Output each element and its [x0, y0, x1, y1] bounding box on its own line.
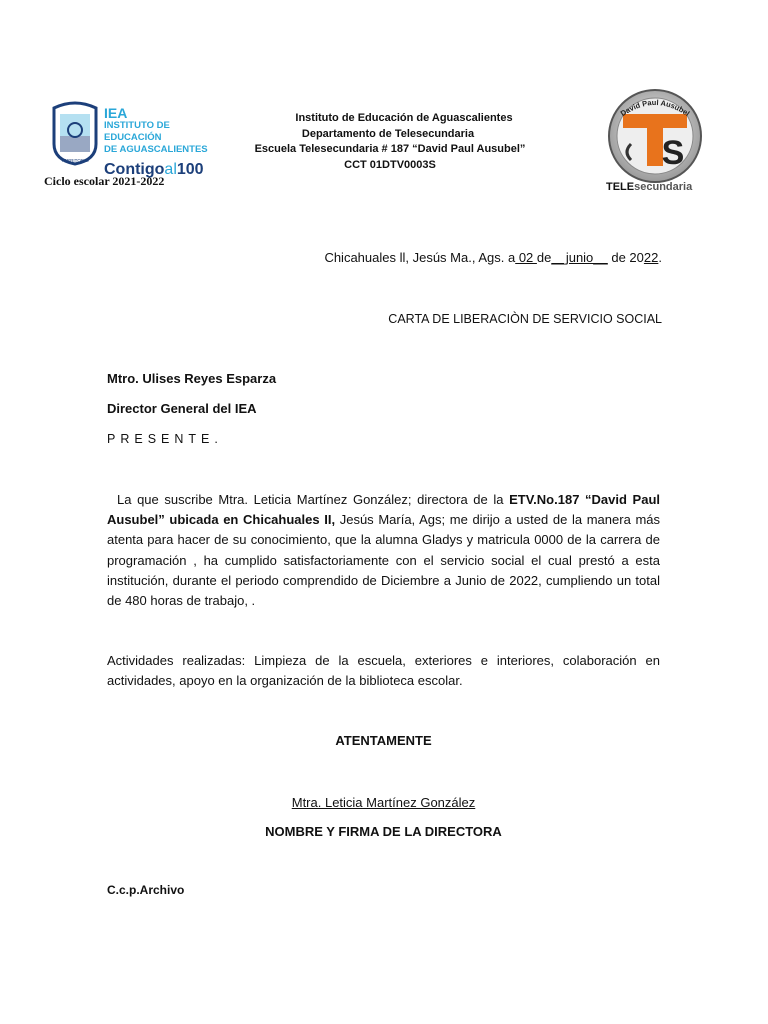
- iea-logo-line-3: DE AGUASCALIENTES: [104, 144, 208, 155]
- letterhead-cct: CCT 01DTV0003S: [344, 158, 436, 171]
- slogan-contigo: Contigo: [104, 161, 165, 178]
- body-p1-school: ETV.No.187 “David Paul Ausubel” ubicada en Chicahuales II,: [107, 492, 660, 528]
- svg-text:S: S: [661, 134, 685, 172]
- date-period: .: [658, 250, 662, 265]
- signer-name: Mtra. Leticia Martínez González: [291, 795, 476, 810]
- closing-atentamente: ATENTAMENTE: [335, 733, 432, 748]
- ts-wordmark-tele: TELE: [606, 181, 635, 193]
- date-year-prefix: de 20: [607, 250, 644, 265]
- body-paragraph-2: Actividades realizadas: Limpieza de la escuela, exteriores e interiores, colaboración en actividades, apoyo en la organización de la biblioteca escolar.: [107, 653, 660, 689]
- iea-logo-text: [104, 106, 220, 179]
- iea-logo-line-2: INSTITUTO DE EDUCACIÓN: [104, 120, 170, 143]
- letterhead-school: Escuela Telesecundaria # 187 “David Paul Ausubel”: [254, 143, 526, 155]
- body-p1-intro: La que suscribe Mtra. Leticia Martínez González; directora de la: [117, 492, 510, 507]
- telesecundaria-logo: [604, 86, 714, 194]
- ts-arc-label: David Paul Ausubel: [618, 97, 692, 119]
- date-year: 22: [643, 250, 659, 265]
- iea-logo-acronym: IEA: [104, 105, 128, 121]
- svg-text:David Paul Ausubel: [619, 98, 692, 118]
- slogan-cien: 100: [176, 161, 204, 178]
- letterhead-department: Departamento de Telesecundaria: [301, 127, 475, 140]
- school-year: Ciclo escolar 2021-2022: [44, 174, 165, 188]
- date-day: 02: [515, 250, 537, 265]
- body-paragraph-1: [107, 490, 660, 611]
- letterhead-institute: Instituto de Educación de Aguascalientes: [295, 112, 513, 124]
- addressee-role: Director General del IEA: [107, 401, 257, 416]
- slogan-al: al: [164, 161, 177, 178]
- carbon-copy: C.c.p.Archivo: [107, 883, 185, 897]
- body-p1-rest: Jesús María, Ags; me dirijo a usted de la manera más atenta para hacer de su conocimiento, que la alumna Gladys y matricula 0000 de la carrera de programación , ha cumplido satisfactoriamente con el servicio social el cual prestó a esta institución, durante el periodo comprendido de Diciembre a Junio de 2022, cumpliendo un total de 480 horas de trabajo, .: [107, 512, 660, 609]
- letterhead: [230, 111, 550, 173]
- date-month: __junio__: [551, 250, 608, 265]
- date-line: [0, 250, 662, 265]
- date-place: Chicahuales ll, Jesús Ma., Ags. a: [324, 250, 516, 265]
- addressee-name: Mtro. Ulises Reyes Esparza: [107, 371, 277, 386]
- ts-wordmark: [606, 181, 692, 193]
- presente: PRESENTE.: [107, 432, 223, 446]
- iea-seal-icon: [50, 100, 100, 166]
- ts-wordmark-secundaria: secundaria: [634, 181, 693, 193]
- iea-seal-text: TERRITORIO: [61, 158, 89, 163]
- iea-logo: [50, 100, 220, 178]
- letter-title: CARTA DE LIBERACIÒN DE SERVICIO SOCIAL: [388, 312, 662, 326]
- signer-role: NOMBRE Y FIRMA DE LA DIRECTORA: [265, 824, 502, 839]
- date-de: de: [536, 250, 552, 265]
- ts-arc-text: [612, 94, 698, 124]
